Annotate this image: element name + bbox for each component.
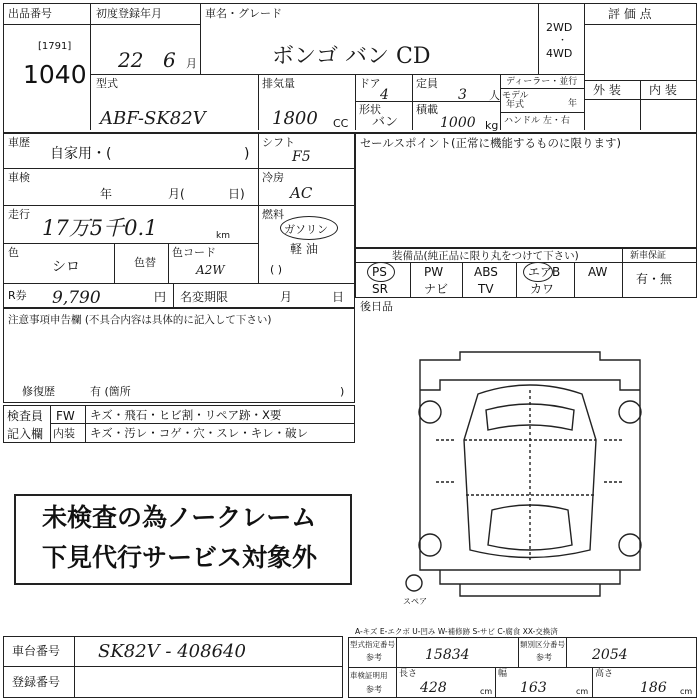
equip-airbag-circle bbox=[523, 262, 553, 282]
history-label: 車歴 bbox=[8, 136, 30, 149]
inspection-label: 車検 bbox=[8, 171, 30, 184]
checker-label2: 記入欄 bbox=[7, 427, 44, 441]
lot-number: 1040 bbox=[23, 60, 87, 89]
capacity-unit: 人 bbox=[489, 89, 500, 102]
name-change-day: 日 bbox=[332, 290, 345, 304]
history-value: 自家用・( bbox=[50, 146, 112, 162]
after-date-label: 後日品 bbox=[360, 300, 393, 313]
lot-label: 出品番号 bbox=[8, 7, 52, 20]
equip-leather: カワ bbox=[530, 282, 555, 296]
recycle-value: 9,790 bbox=[52, 288, 101, 308]
sales-box bbox=[355, 133, 697, 248]
equip-ps-circle bbox=[367, 262, 395, 282]
model-name: ボンゴ バン CD bbox=[272, 44, 431, 69]
shape-label: 形状 bbox=[359, 103, 381, 116]
color-value: シロ bbox=[52, 259, 80, 275]
model-no-label: 型式指定番号 bbox=[350, 640, 395, 649]
name-change-label: 名変期限 bbox=[180, 290, 229, 304]
color-code-value: A2W bbox=[196, 263, 225, 277]
capacity-label: 定員 bbox=[416, 77, 438, 90]
reg-label: 登録番号 bbox=[12, 675, 61, 689]
rating-label: 評 価 点 bbox=[608, 7, 652, 21]
length-label: 長さ bbox=[399, 669, 418, 679]
equip-tv: TV bbox=[478, 282, 494, 296]
type-label: 型式 bbox=[96, 77, 118, 90]
notice-line2: 下見代行サービス対象外 bbox=[42, 543, 318, 572]
notes-label: 注意事項申告欄 (不具合内容は具体的に記入して下さい) bbox=[8, 314, 272, 326]
equip-navi: ナビ bbox=[424, 282, 449, 296]
recycle-unit: 円 bbox=[154, 290, 167, 304]
load-unit: kg bbox=[485, 119, 499, 132]
checker-in-text: キズ・汚レ・コゲ・穴・スレ・キレ・破レ bbox=[90, 426, 309, 440]
first-reg-label: 初度登録年月 bbox=[96, 7, 162, 20]
name-change-month: 月 bbox=[280, 290, 293, 304]
displacement-unit: CC bbox=[333, 117, 349, 130]
year-unit: 年 bbox=[568, 99, 578, 109]
load-value: 1000 bbox=[440, 115, 476, 131]
chassis-value: SK82V - 408640 bbox=[98, 641, 246, 662]
color-label: 色 bbox=[8, 246, 19, 259]
first-reg-year: 22 bbox=[118, 48, 144, 72]
type-value: ABF-SK82V bbox=[100, 108, 206, 129]
width-value: 163 bbox=[520, 680, 547, 696]
new-car-value: 有・無 bbox=[636, 272, 673, 286]
odometer-unit: km bbox=[216, 231, 230, 241]
equip-pw: PW bbox=[424, 265, 444, 279]
checker-label1: 検査員 bbox=[7, 409, 44, 423]
drive-4wd: 4WD bbox=[546, 47, 573, 60]
equip-ps: PS bbox=[372, 265, 387, 279]
door-value: 4 bbox=[380, 87, 389, 103]
first-reg-month-unit: 月 bbox=[186, 57, 197, 70]
chassis-label: 車台番号 bbox=[12, 644, 61, 658]
inspection-day: 日) bbox=[228, 187, 245, 201]
equipment-label: 装備品(純正品に限り丸をつけて下さい) bbox=[392, 250, 579, 262]
ac-value: AC bbox=[290, 184, 313, 202]
dealer-label: ディーラー・並行 bbox=[506, 77, 578, 87]
repair-value: 有 (箇所 bbox=[90, 385, 131, 398]
legend-text: A-キズ E-エクボ U-凹み W-補修跡 S-サビ C-腐食 XX-交換済 bbox=[355, 627, 558, 636]
displacement-label: 排気量 bbox=[262, 77, 295, 90]
inspection-month: 月( bbox=[168, 187, 185, 201]
door-label: ドア bbox=[359, 77, 381, 90]
height-label: 高さ bbox=[595, 669, 614, 679]
checker-fw-text: キズ・飛石・ヒビ割・リペア跡・X要 bbox=[90, 408, 282, 422]
inspection-year: 年 bbox=[100, 187, 113, 201]
category-value: 2054 bbox=[592, 647, 628, 663]
model-name-label: 車名・グレード bbox=[205, 7, 282, 20]
height-value: 186 bbox=[640, 680, 667, 696]
exterior-label: 外 装 bbox=[593, 83, 621, 97]
shift-label: シフト bbox=[262, 136, 295, 149]
interior-label: 内 装 bbox=[649, 83, 677, 97]
equip-sr: SR bbox=[372, 282, 388, 296]
checker-in: 内装 bbox=[53, 427, 75, 440]
spare-label: スペア bbox=[403, 597, 427, 606]
odometer-value: 17万5千0.1 bbox=[42, 216, 158, 240]
lot-code: [1791] bbox=[38, 41, 72, 52]
cert-label: 車検証明用 bbox=[350, 671, 388, 680]
category-label: 類別区分番号 bbox=[520, 640, 565, 649]
fuel-gasoline: ガソリン bbox=[284, 223, 328, 236]
fuel-diesel: 軽 油 bbox=[290, 242, 318, 256]
shift-value: F5 bbox=[292, 149, 311, 165]
new-car-label: 新車保証 bbox=[630, 251, 667, 261]
car-diagram bbox=[400, 350, 660, 610]
ac-label: 冷房 bbox=[262, 171, 284, 184]
equip-abs: ABS bbox=[474, 265, 498, 279]
displacement-value: 1800 bbox=[272, 108, 318, 129]
fuel-label: 燃料 bbox=[262, 208, 284, 221]
repair-label: 修復歴 bbox=[22, 385, 55, 398]
fuel-gasoline-circle bbox=[280, 216, 338, 240]
notice-line1: 未検査の為ノークレーム bbox=[42, 503, 317, 532]
checker-fw: FW bbox=[56, 409, 75, 423]
first-reg-month: 6 bbox=[163, 48, 176, 72]
equip-aw: AW bbox=[588, 265, 608, 279]
model-no-value: 15834 bbox=[425, 647, 470, 663]
handle-label: ハンドル 左・右 bbox=[504, 116, 570, 126]
length-value: 428 bbox=[420, 680, 447, 696]
sales-point-label: セールスポイント(正常に機能するものに限ります) bbox=[360, 136, 621, 150]
color-change-label: 色替 bbox=[134, 256, 156, 269]
drive-2wd: 2WD bbox=[546, 21, 573, 34]
width-label: 幅 bbox=[498, 669, 508, 679]
capacity-value: 3 bbox=[458, 87, 467, 103]
recycle-label: R券 bbox=[8, 289, 27, 302]
fuel-other: ( ) bbox=[270, 263, 283, 276]
color-code-label: 色コード bbox=[172, 246, 216, 259]
equip-airbag: エアB bbox=[528, 265, 561, 279]
shape-value: バン bbox=[372, 115, 399, 130]
load-label: 積載 bbox=[416, 103, 438, 116]
odometer-label: 走行 bbox=[8, 208, 30, 221]
